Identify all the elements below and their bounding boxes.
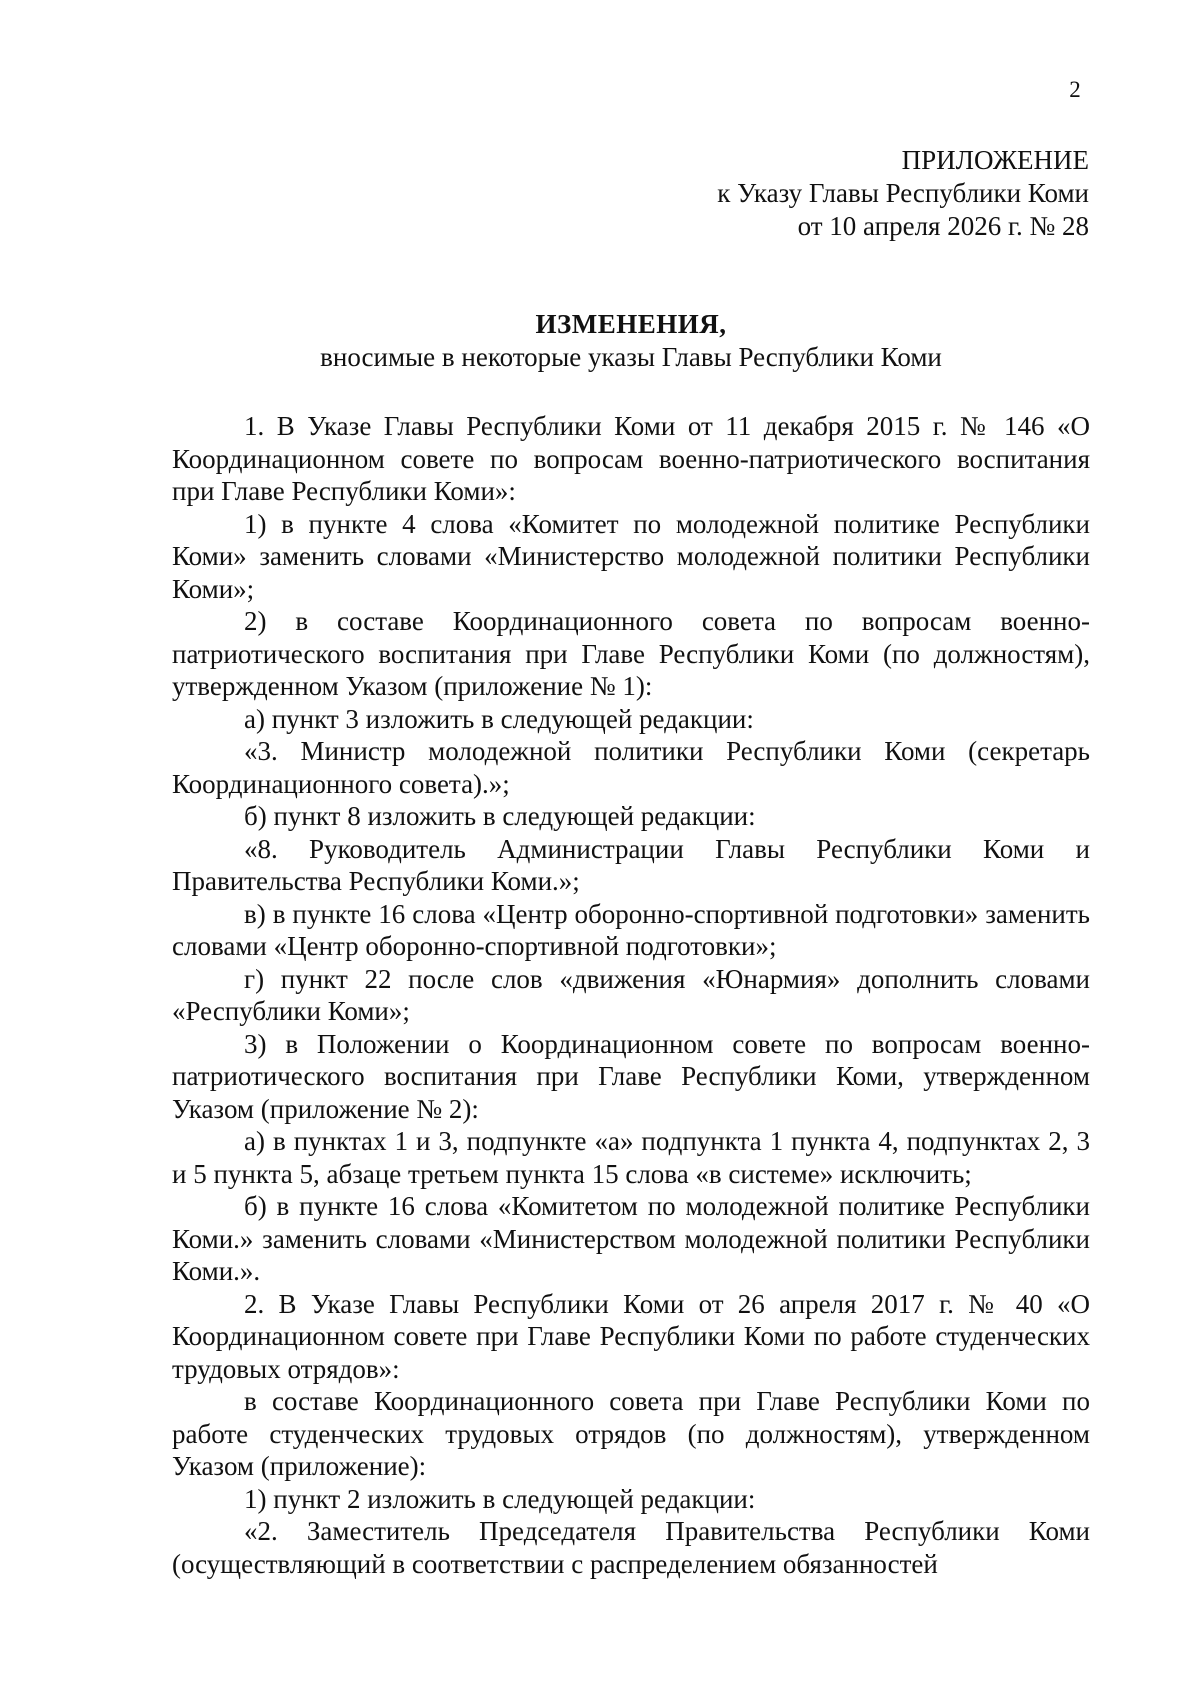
paragraph: 1. В Указе Главы Республики Коми от 11 декабря 2015 г. № 146 «О Координационном совете по вопросам военно-патриотического воспитания при Главе Республики Коми»:: [172, 411, 1090, 506]
paragraph: а) пункт 3 изложить в следующей редакции:: [244, 703, 754, 734]
paragraph: г) пункт 22 после слов «движения «Юнармия» дополнить словами «Республики Коми»;: [172, 963, 1090, 1026]
document-title: ИЗМЕНЕНИЯ,: [535, 309, 727, 339]
paragraph: б) в пункте 16 слова «Комитетом по молодежной политике Республики Коми.» заменить словами «Министерством молодежной политики Республики Коми.».: [172, 1191, 1090, 1286]
paragraph: «3. Министр молодежной политики Республики Коми (секретарь Координационного совета).»;: [172, 736, 1090, 799]
paragraph: в) в пункте 16 слова «Центр оборонно-спортивной подготовки» заменить словами «Центр оборонно-спортивной подготовки»;: [172, 898, 1090, 961]
paragraph: 1) пункт 2 изложить в следующей редакции:: [244, 1483, 756, 1514]
appendix-header: [589, 144, 1089, 243]
paragraph: «2. Заместитель Председателя Правительства Республики Коми (осуществляющий в соответствии с распределением обязанностей: [172, 1516, 1090, 1579]
paragraph: «8. Руководитель Администрации Главы Республики Коми и Правительства Республики Коми.»;: [172, 833, 1090, 896]
document-body: [172, 410, 1090, 1580]
paragraph: в составе Координационного совета при Главе Республики Коми по работе студенческих трудовых отрядов (по должностям), утвержденном Указом (приложение):: [172, 1386, 1090, 1481]
appendix-reference: к Указу Главы Республики Коми: [717, 178, 1089, 208]
paragraph: 1) в пункте 4 слова «Комитет по молодежной политике Республики Коми» заменить словами «Министерство молодежной политики Республики Коми»;: [172, 508, 1090, 604]
paragraph: 2) в составе Координационного совета по вопросам военно-патриотического воспитания при Главе Республики Коми (по должностям), утвержденном Указом (приложение № 1):: [172, 606, 1090, 701]
paragraph: б) пункт 8 изложить в следующей редакции:: [244, 801, 756, 831]
paragraph: 2. В Указе Главы Республики Коми от 26 апреля 2017 г. № 40 «О Координационном совете при Главе Республики Коми по работе студенческих трудовых отрядов»:: [172, 1288, 1090, 1384]
paragraph: а) в пунктах 1 и 3, подпункте «а» подпункта 1 пункта 4, подпунктах 2, 3 и 5 пункта 5, абзаце третьем пункта 15 слова «в системе» исключить;: [172, 1126, 1090, 1189]
appendix-label: ПРИЛОЖЕНИЕ: [901, 145, 1089, 175]
appendix-date: от 10 апреля 2026 г. № 28: [797, 211, 1089, 241]
document-subtitle: вносимые в некоторые указы Главы Республики Коми: [320, 342, 942, 372]
paragraph: 3) в Положении о Координационном совете по вопросам военно-патриотического воспитания при Главе Республики Коми, утвержденном Указом (приложение № 2):: [172, 1028, 1090, 1124]
page-number: 2: [1069, 77, 1081, 102]
